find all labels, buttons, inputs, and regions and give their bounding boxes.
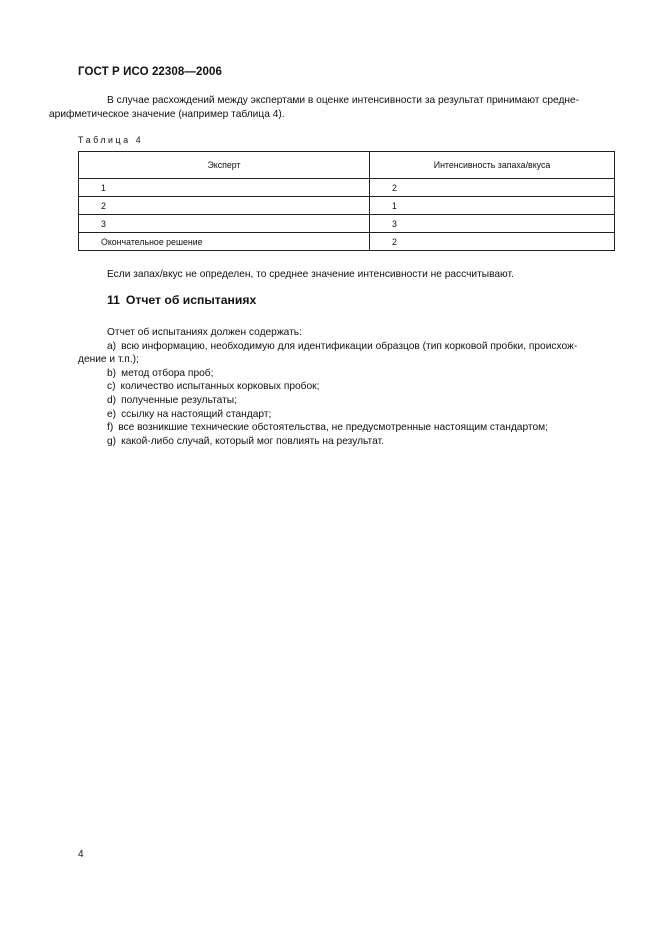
list-item bbox=[78, 394, 618, 408]
report-list bbox=[78, 326, 618, 448]
list-item bbox=[78, 435, 618, 449]
list-item-label: c) bbox=[107, 381, 116, 393]
intro-line-1: В случае расхождений между экспертами в оценке интенсивности за результат принимают средне- bbox=[107, 95, 580, 106]
table-cell-intensity: 3 bbox=[370, 215, 615, 233]
header-expert: Эксперт bbox=[79, 152, 370, 179]
intro-line-2: арифметическое значение (например таблица 4). bbox=[49, 108, 285, 120]
list-item-label: f) bbox=[107, 422, 114, 434]
list-item-text: полученные результаты; bbox=[121, 394, 237, 406]
intro-paragraph bbox=[49, 94, 616, 121]
table-header-row bbox=[79, 152, 615, 179]
table-cell-expert: Окончательное решение bbox=[79, 233, 370, 251]
list-item-text: всю информацию, необходимую для идентификации образцов (тип корковой пробки, происхож- bbox=[121, 340, 578, 352]
table-4 bbox=[78, 151, 615, 251]
page-number: 4 bbox=[78, 849, 84, 860]
section-title: Отчет об испытаниях bbox=[125, 293, 257, 307]
table-row bbox=[79, 233, 615, 251]
list-item-text: ссылку на настоящий стандарт; bbox=[121, 408, 272, 420]
header-intensity: Интенсивность запаха/вкуса bbox=[370, 152, 615, 179]
table-cell-intensity: 2 bbox=[370, 233, 615, 251]
list-item-label: d) bbox=[107, 394, 117, 406]
note-paragraph: Если запах/вкус не определен, то среднее значение интенсивности не рассчитывают. bbox=[107, 269, 514, 280]
table-caption: Таблица 4 bbox=[78, 135, 144, 145]
list-item-continuation: дение и т.п.); bbox=[78, 354, 139, 366]
list-item bbox=[78, 421, 618, 435]
section-number: 11 bbox=[107, 293, 120, 307]
section-heading bbox=[107, 293, 256, 307]
list-item-text: все возникшие технические обстоятельства, не предусмотренные настоящим стандартом; bbox=[118, 422, 548, 434]
list-item-label: a) bbox=[107, 340, 117, 352]
list-item-label: e) bbox=[107, 408, 117, 420]
table-cell-expert: 2 bbox=[79, 197, 370, 215]
list-item-label: b) bbox=[107, 367, 117, 379]
table-cell-intensity: 1 bbox=[370, 197, 615, 215]
table-cell-intensity: 2 bbox=[370, 179, 615, 197]
list-item bbox=[78, 340, 618, 354]
list-item-text: количество испытанных корковых пробок; bbox=[120, 381, 320, 393]
table-row bbox=[79, 179, 615, 197]
list-item-text: метод отбора проб; bbox=[121, 367, 214, 379]
table-row bbox=[79, 215, 615, 233]
list-item bbox=[78, 380, 618, 394]
table-cell-expert: 3 bbox=[79, 215, 370, 233]
list-item-text: какой-либо случай, который мог повлиять на результат. bbox=[121, 435, 384, 447]
list-item-label: g) bbox=[107, 435, 117, 447]
report-lead: Отчет об испытаниях должен содержать: bbox=[107, 327, 302, 338]
document-header: ГОСТ Р ИСО 22308—2006 bbox=[78, 66, 223, 78]
list-item bbox=[78, 408, 618, 422]
list-item bbox=[78, 367, 618, 381]
table-cell-expert: 1 bbox=[79, 179, 370, 197]
table-row bbox=[79, 197, 615, 215]
